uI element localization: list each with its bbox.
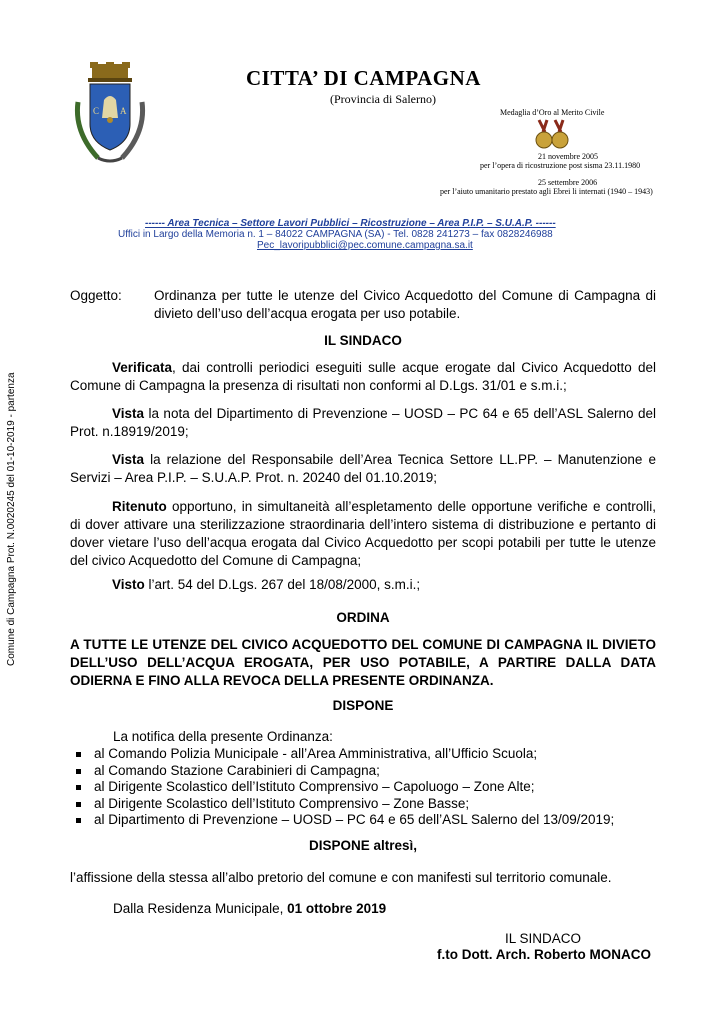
honor-reason-2: per l’aiuto umanitario prestato agli Ebrei li internati (1940 – 1943) (440, 187, 653, 196)
dispone-altresi-heading: DISPONE altresì, (308, 838, 418, 853)
notification-intro: La notifica della presente Ordinanza: (113, 729, 333, 744)
svg-text:C: C (93, 106, 100, 116)
sindaco-heading: IL SINDACO (324, 333, 402, 348)
office-department-line: ------ Area Tecnica – Settore Lavori Pubblici – Ricostruzione – Area P.I.P. – S.U.A.P. ------ (145, 218, 556, 229)
coat-of-arms-icon (70, 62, 150, 168)
paragraph-ritenuto: Ritenuto opportuno, in simultaneità all’espletamento delle opportune verifiche e controlli, di dover attivare una sterilizzazione straordinaria dell’intero sistema di distribuzione e pertanto di dover vietare l’uso dell’acqua erogata dal Civico Acquedotto per scopi potabili per tutte le utenze del civico Acquedotto del Comune di Campagna; (70, 499, 656, 568)
gold-medals-icon (533, 118, 569, 150)
medal-title: Medaglia d’Oro al Merito Civile (500, 108, 605, 117)
protocol-stamp: Comune di Campagna Prot. N.0020245 del 01-10-2019 - partenza (6, 372, 17, 666)
paragraph-vista-relazione: Vista la relazione del Responsabile dell’Area Tecnica Settore LL.PP. – Manutenzione e Servizi – Area P.I.P. – S.U.A.P. Prot. n. 20240 del 01.10.2019; (70, 452, 656, 485)
office-address: Uffici in Largo della Memoria n. 1 – 84022 CAMPAGNA (SA) - Tel. 0828 241273 – fax 0828246988 (118, 229, 553, 240)
honor-date-2: 25 settembre 2006 (538, 178, 598, 187)
office-pec-link[interactable]: Pec_lavoripubblici@pec.comune.campagna.sa.it (257, 240, 473, 251)
signature-role: IL SINDACO (505, 931, 582, 946)
svg-text:A: A (120, 106, 127, 116)
recipients-list (72, 746, 614, 829)
honor-date-1: 21 novembre 2005 (538, 152, 598, 161)
paragraph-vista-nota: Vista la nota del Dipartimento di Prevenzione – UOSD – PC 64 e 65 dell’ASL Salerno del Prot. n.18919/2019; (70, 406, 656, 439)
subject-label: Oggetto: (70, 288, 122, 303)
list-item: al Dipartimento di Prevenzione – UOSD – PC 64 e 65 dell’ASL Salerno del 13/09/2019; (72, 812, 614, 829)
list-item: al Comando Polizia Municipale - all’Area Amministrativa, all’Ufficio Scuola; (72, 746, 614, 763)
city-title: CITTA’ DI CAMPAGNA (246, 66, 481, 90)
honor-reason-1: per l’opera di ricostruzione post sisma 23.11.1980 (480, 161, 641, 170)
dispone-heading: DISPONE (332, 698, 394, 713)
paragraph-visto: Visto l’art. 54 del D.Lgs. 267 del 18/08/2000, s.m.i.; (112, 577, 421, 592)
ordina-heading: ORDINA (336, 610, 390, 625)
paragraph-verificata: Verificata, dai controlli periodici eseguiti sulle acque erogate dal Civico Acquedotto del Comune di Campagna la presenza di risultati non conformi al D.Lgs. 31/01 e s.m.i.; (70, 360, 656, 393)
signature-name: f.to Dott. Arch. Roberto MONACO (437, 947, 651, 962)
list-item: al Dirigente Scolastico dell’Istituto Comprensivo – Zone Basse; (72, 796, 614, 813)
ordina-text: A TUTTE LE UTENZE DEL CIVICO ACQUEDOTTO DEL COMUNE DI CAMPAGNA IL DIVIETO DELL’USO DELL’ACQUA EROGATA, PER USO POTABILE, A PARTIRE DALLA DATA ODIERNA E FINO ALLA REVOCA DELLA PRESENTE ORDINANZA. (70, 637, 656, 688)
subject-text: Ordinanza per tutte le utenze del Civico Acquedotto del Comune di Campagna di divieto dell’uso dell’acqua erogata per uso potabile. (154, 288, 656, 321)
affissione-text: l’affissione della stessa all’albo pretorio del comune e con manifesti sul territorio comunale. (70, 870, 612, 885)
province-label: (Provincia di Salerno) (330, 92, 436, 106)
list-item: al Dirigente Scolastico dell’Istituto Comprensivo – Capoluogo – Zone Alte; (72, 779, 614, 796)
date-line: Dalla Residenza Municipale, 01 ottobre 2019 (113, 901, 387, 916)
list-item: al Comando Stazione Carabinieri di Campagna; (72, 763, 614, 780)
